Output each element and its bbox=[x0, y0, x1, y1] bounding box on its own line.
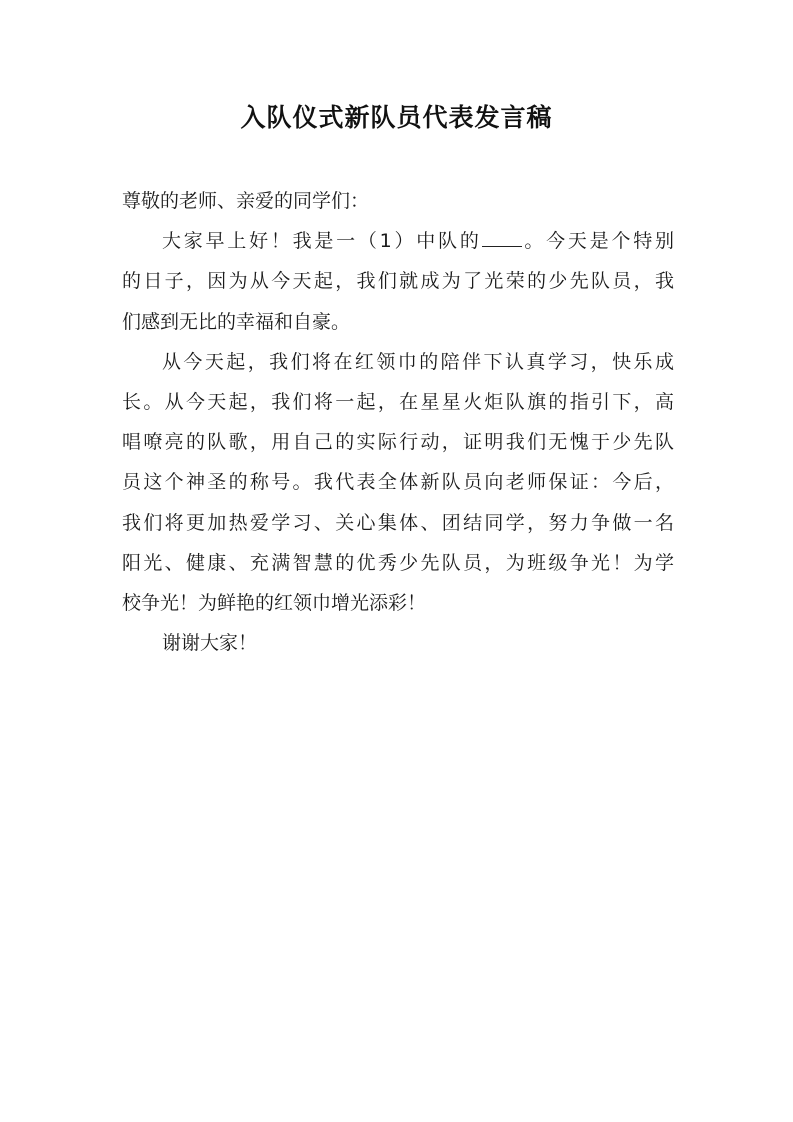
paragraph-1-text-before-blank: 大家早上好！我是一（1）中队的 bbox=[162, 230, 482, 253]
paragraph-1-text-after-blank: 。今天是个特别 bbox=[521, 230, 674, 253]
paragraph-2-line-6: 阳光、健康、充满智慧的优秀少先队员，为班级争光！为学 bbox=[122, 551, 674, 574]
paragraph-2-line-4: 员这个神圣的称号。我代表全体新队员向老师保证：今后， bbox=[122, 471, 674, 494]
document-title: 入队仪式新队员代表发言稿 bbox=[240, 103, 553, 132]
paragraph-1-line-2: 的日子，因为从今天起，我们就成为了光荣的少先队员，我 bbox=[122, 270, 674, 293]
paragraph-1-line-1 bbox=[122, 221, 674, 261]
paragraph-2-line-5: 我们将更加热爱学习、关心集体、团结同学，努力争做一名 bbox=[122, 511, 674, 534]
closing-line: 谢谢大家！ bbox=[162, 632, 258, 655]
salutation: 尊敬的老师、亲爱的同学们： bbox=[122, 190, 370, 212]
fill-in-blank-underline bbox=[482, 228, 522, 247]
paragraph-2-line-2: 长。从今天起，我们将一起，在星星火炬队旗的指引下，高 bbox=[122, 390, 674, 413]
paragraph-2-line-1: 从今天起，我们将在红领巾的陪伴下认真学习，快乐成 bbox=[162, 350, 674, 373]
paragraph-2-line-3: 唱嘹亮的队歌，用自己的实际行动，证明我们无愧于少先队 bbox=[122, 431, 674, 454]
paragraph-2-line-7: 校争光！为鲜艳的红领巾增光添彩！ bbox=[122, 591, 427, 614]
paragraph-1-line-3: 们感到无比的幸福和自豪。 bbox=[122, 310, 351, 333]
document-body bbox=[122, 181, 674, 663]
